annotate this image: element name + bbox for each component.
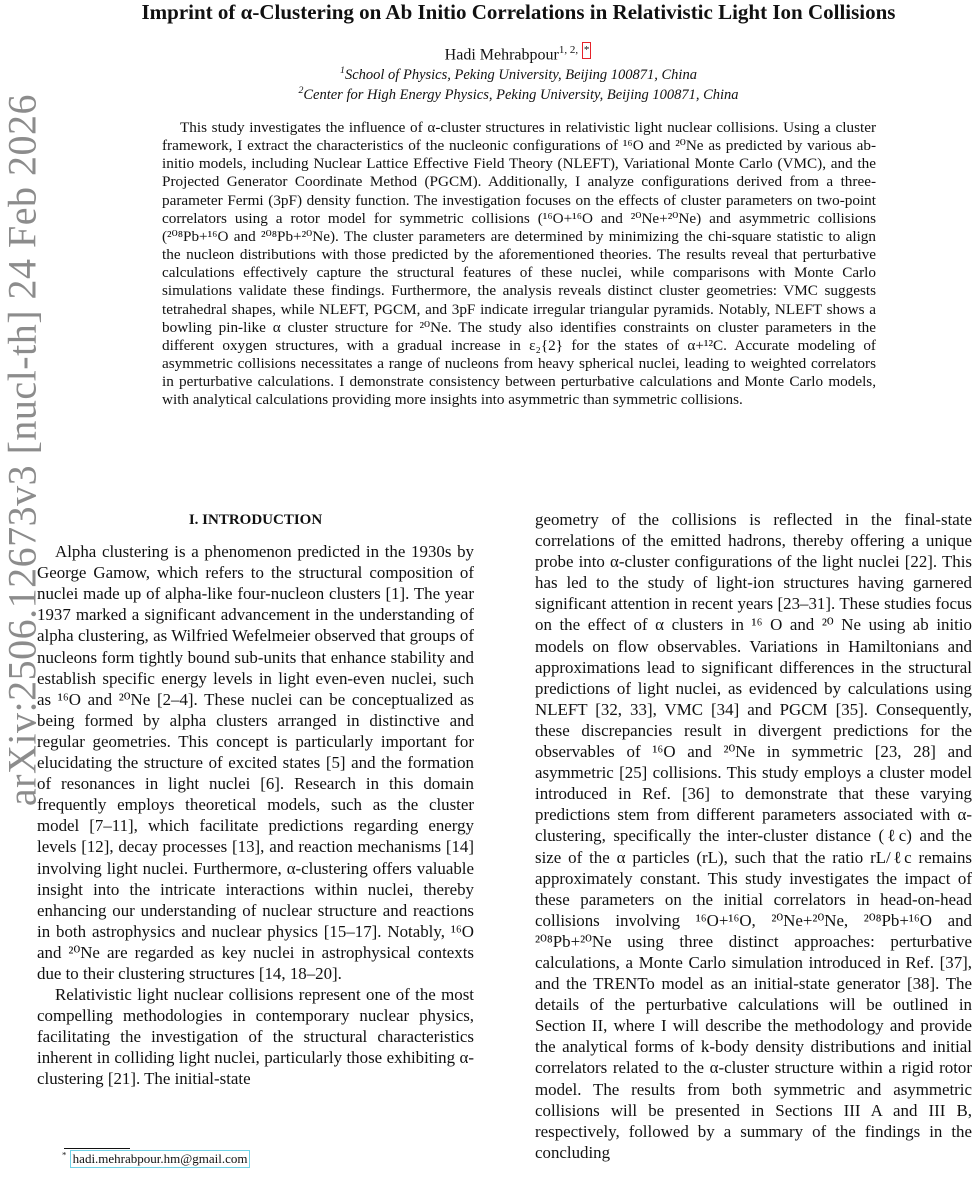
author-affiliation-marks: 1, 2,	[558, 44, 581, 56]
affiliation-1	[70, 67, 967, 84]
right-column	[535, 509, 972, 1163]
footnote-rule	[64, 1148, 130, 1149]
paper-title: Imprint of α-Clustering on Ab Initio Correlations in Relativistic Light Ion Collisions	[141, 0, 896, 24]
abstract: This study investigates the influence of α-cluster structures in relativistic light nuclear collisions. Using a cluster framework, I extract the characteristics of the nucleonic configurations of ¹⁶O and ²⁰Ne as predicted by various ab-initio models, including Nuclear Lattice Effective Field Theory (NLEFT), Variational Monte Carlo (VMC), and the Projected Generator Coordinate Method (PGCM). Additionally, I analyze configurations derived from a three-parameter Fermi (3pF) density function. The investigation focuses on the effects of cluster parameters on two-point correlators using a rotor model for symmetric collisions (¹⁶O+¹⁶O and ²⁰Ne+²⁰Ne) and asymmetric collisions (²⁰⁸Pb+¹⁶O and ²⁰⁸Pb+²⁰Ne). The cluster parameters are determined by minimizing the chi-square statistic to align the nucleon distributions with those predicted by the aforementioned theories. The results reveal that perturbative calculations effectively capture the structural features of these nuclei, while comparisons with Monte Carlo simulations validate these findings. Furthermore, the analysis reveals distinct cluster geometries: VMC suggests tetrahedral shapes, while NLEFT, PGCM, and 3pF indicate irregular triangular pyramids. Notably, NLEFT shows a bowling pin-like α cluster structure for ²⁰Ne. The study also identifies constraints on cluster parameters in the different oxygen structures, with a gradual increase in ε₂{2} for the states of α+¹²C. Accurate modeling of asymmetric collisions necessitates a range of nucleons from heavy spherical nuclei, leading to weighted correlators in perturbative calculations. I demonstrate consistency between perturbative calculations and Monte Carlo models, with analytical calculations providing more insights into asymmetric than symmetric collisions.	[162, 119, 876, 409]
affiliation-2-text: Center for High Energy Physics, Peking University, Beijing 100871, China	[303, 87, 739, 103]
affiliation-1-text: School of Physics, Peking University, Beijing 100871, China	[344, 67, 697, 83]
corresponding-author-link[interactable]: *	[582, 42, 592, 59]
left-column	[37, 510, 474, 1090]
author-name: Hadi Mehrabpour	[444, 46, 559, 64]
email-link[interactable]: hadi.mehrabpour.hm@gmail.com	[70, 1150, 251, 1168]
affiliation-2	[70, 87, 967, 104]
intro-paragraph-2: Relativistic light nuclear collisions represent one of the most compelling methodologies in contemporary nuclear physics, facilitating the investigation of the structural characteristics inherent in colliding light nuclei, particularly those exhibiting α-clustering [21]. The initial-state	[37, 985, 474, 1089]
footnote	[62, 1150, 250, 1168]
footnote-mark: *	[62, 1149, 67, 1160]
intro-paragraph-1: Alpha clustering is a phenomenon predicted in the 1930s by George Gamow, which refers to the structural composition of nuclei made up of alpha-like four-nucleon clusters [1]. The year 1937 marked a significant advancement in the understanding of alpha clustering, as Wilfried Wefelmeier observed that groups of nucleons form tightly bound sub-units that enhance stability and establish specific energy levels in light even-even nuclei, such as ¹⁶O and ²⁰Ne [2–4]. These nuclei can be conceptualized as being formed by alpha clusters arranged in distinctive and regular geometries. This concept is particularly important for elucidating the structure of excited states [5] and the formation of resonances in light nuclei [6]. Research in this domain frequently employs theoretical models, such as the cluster model [7–11], which facilitate predictions regarding energy levels [12], decay processes [13], and reaction mechanisms [14] involving light nuclei. Furthermore, α-clustering offers valuable insight into the intricate interactions within nuclei, thereby enhancing our understanding of nuclear structure and reactions in both astrophysics and nuclear physics [15–17]. Notably, ¹⁶O and ²⁰Ne are regarded as key nuclei in astrophysical contexts due to their clustering structures [14, 18–20].	[37, 542, 474, 983]
intro-paragraph-continued: geometry of the collisions is reflected in the final-state correlations of the emitted hadrons, thereby offering a unique probe into α-cluster configurations of the light nuclei [22]. This has led to the study of light-ion structures having garnered significant attention in recent years [23–31]. These studies focus on the effect of α clusters in ¹⁶ O and ²⁰ Ne using ab initio models on flow observables. Variations in Hamiltonians and approximations lead to significant differences in the structural predictions of light nuclei, as evidenced by calculations using NLEFT [32, 33], VMC [34] and PGCM [35]. Consequently, these discrepancies result in divergent predictions for the observables of ¹⁶O and ²⁰Ne in symmetric [23, 28] and asymmetric [25] collisions. This study employs a cluster model introduced in Ref. [36] to demonstrate that these varying predictions stem from different parameters associated with α-clustering, specifically the inter-cluster distance (ℓc) and the size of the α particles (rL), such that the ratio rL/ℓc remains approximately constant. This study investigates the impact of these parameters on the initial correlators in head-on-head collisions involving ¹⁶O+¹⁶O, ²⁰Ne+²⁰Ne, ²⁰⁸Pb+¹⁶O and ²⁰⁸Pb+²⁰Ne using three distinct approaches: perturbative calculations, a Monte Carlo simulation introduced in Ref. [37], and the TRENTo model as an initial-state generator [38]. The details of the perturbative calculations will be outlined in Section II, where I will describe the methodology and provide the analytical forms of k-body density distributions and initial correlators related to the α-cluster structure within a rigid rotor model. The results from both symmetric and asymmetric collisions will be presented in Sections III A and III B, respectively, followed by a summary of the findings in the concluding	[535, 510, 972, 1162]
author-line	[70, 42, 967, 64]
affiliation-1-mark: 1	[340, 65, 345, 77]
affiliation-2-mark: 2	[298, 85, 304, 97]
arxiv-identifier: arXiv:2506.12673v3 [nucl-th] 24 Feb 2026	[0, 93, 45, 807]
section-heading: I. INTRODUCTION	[188, 512, 323, 528]
